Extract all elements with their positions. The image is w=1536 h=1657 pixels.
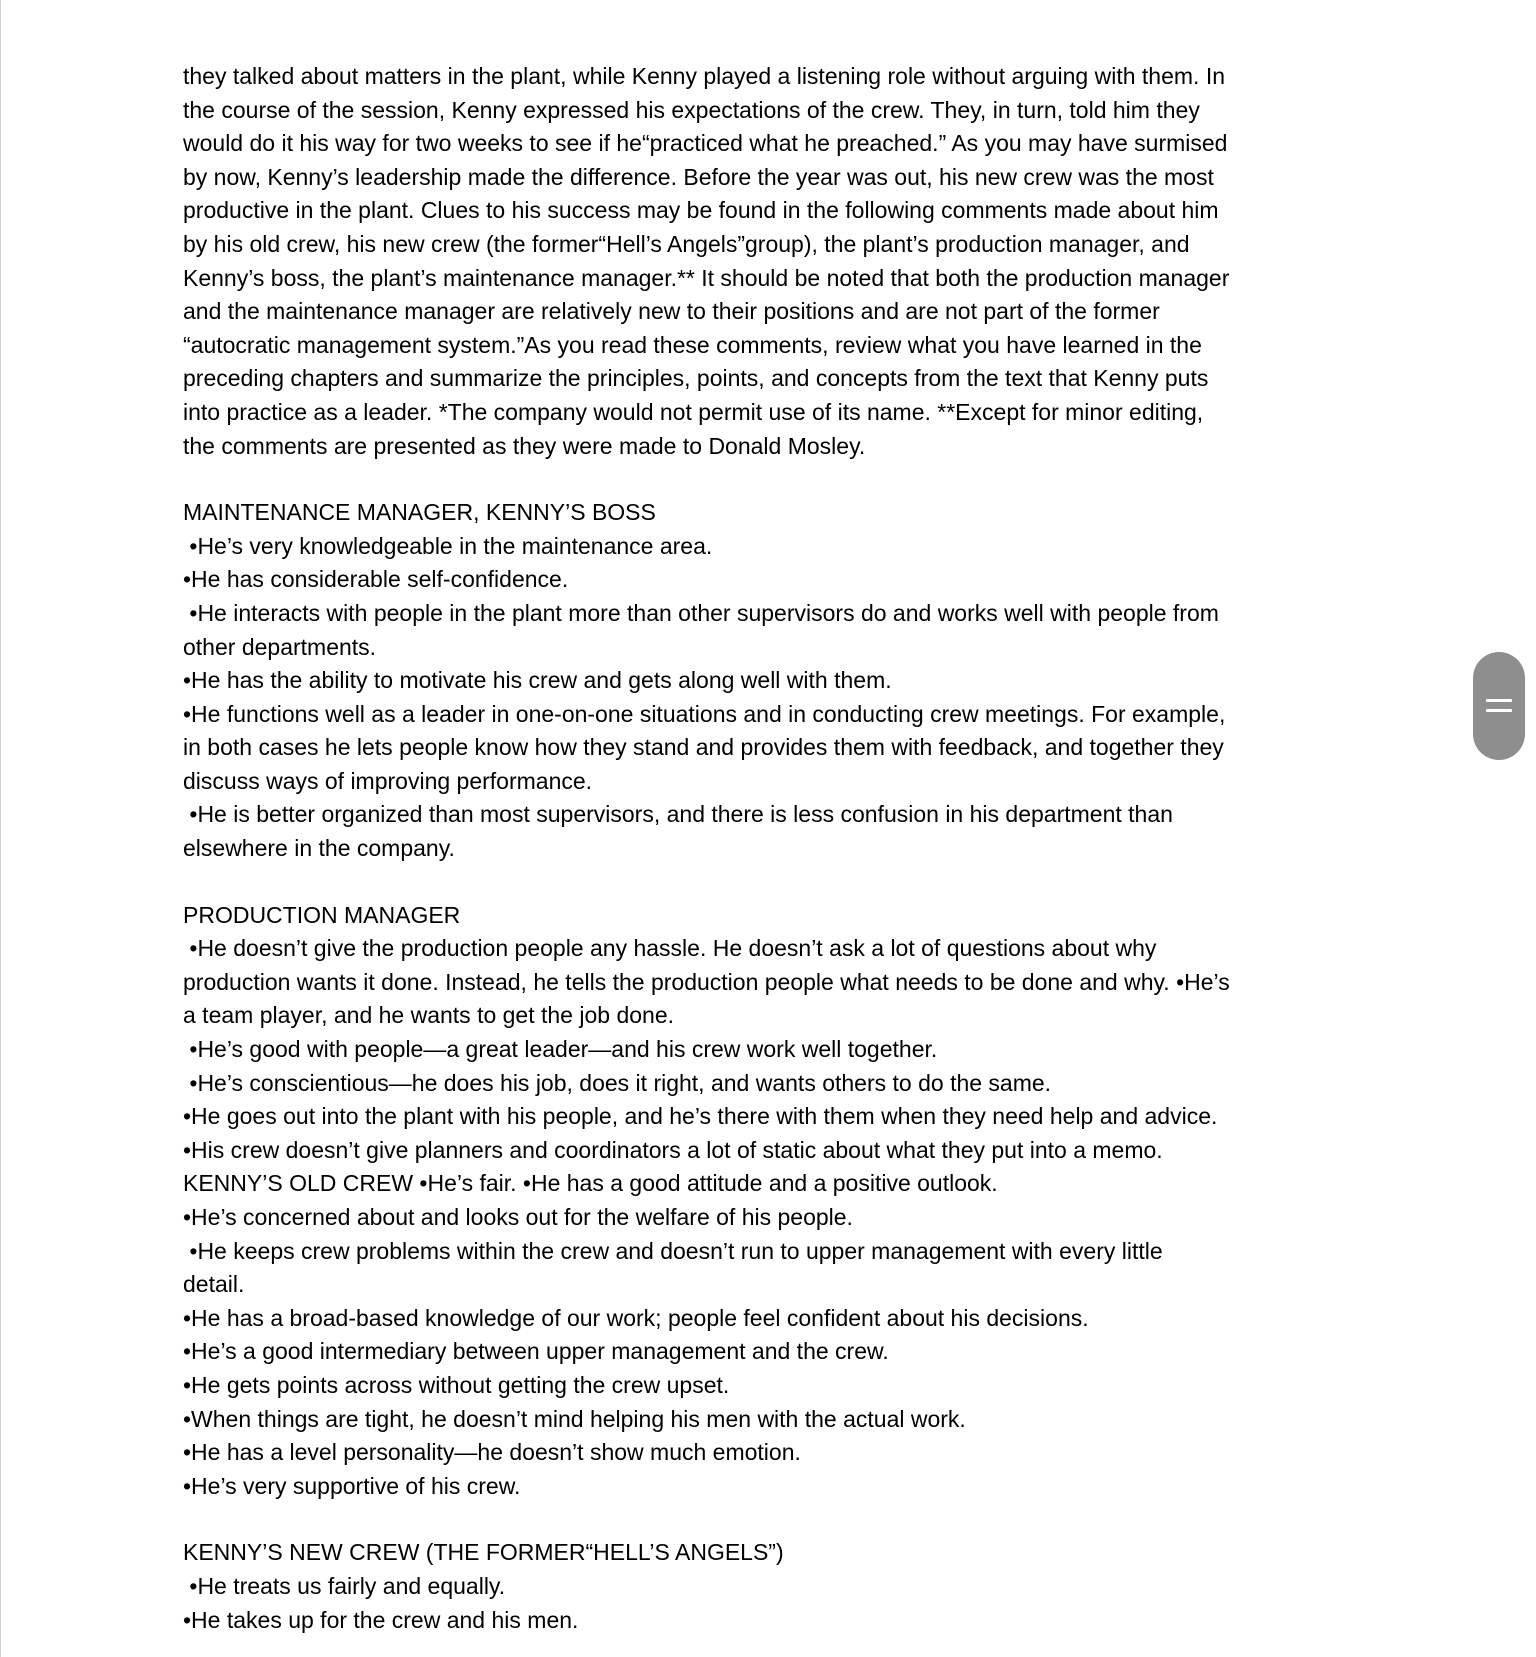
intro-line: preceding chapters and summarize the principles, points, and concepts from the text that Kenny puts bbox=[183, 365, 1209, 392]
intro-line: the comments are presented as they were made to Donald Mosley. bbox=[183, 432, 866, 459]
comment-line: discuss ways of improving performance. bbox=[183, 767, 593, 794]
grip-line-icon bbox=[1486, 709, 1512, 712]
new-crew-section bbox=[183, 1536, 1363, 1637]
comment-line: detail. bbox=[183, 1271, 245, 1298]
document-page bbox=[183, 60, 1363, 1637]
comment-line: •He takes up for the crew and his men. bbox=[183, 1606, 579, 1633]
comment-line: •He functions well as a leader in one-on-one situations and in conducting crew meetings. For example, bbox=[183, 700, 1226, 727]
intro-line: into practice as a leader. *The company would not permit use of its name. **Except for minor editing, bbox=[183, 398, 1204, 425]
comment-line: •He’s a good intermediary between upper management and the crew. bbox=[183, 1338, 889, 1365]
intro-line: productive in the plant. Clues to his success may be found in the following comments made about him bbox=[183, 197, 1219, 224]
comment-line: •He goes out into the plant with his people, and he’s there with them when they need help and advice. bbox=[183, 1103, 1218, 1130]
comment-line: •He doesn’t give the production people any hassle. He doesn’t ask a lot of questions about why bbox=[183, 935, 1157, 962]
comment-line: production wants it done. Instead, he tells the production people what needs to be done and why. •He’s bbox=[183, 968, 1230, 995]
intro-paragraph bbox=[183, 60, 1363, 463]
production-manager-section bbox=[183, 899, 1363, 1504]
intro-line: and the maintenance manager are relatively new to their positions and are not part of the former bbox=[183, 298, 1160, 325]
comment-line: •He’s conscientious—he does his job, does it right, and wants others to do the same. bbox=[183, 1069, 1052, 1096]
comment-line: •He has a broad-based knowledge of our work; people feel confident about his decisions. bbox=[183, 1304, 1089, 1331]
comment-line: •He has considerable self-confidence. bbox=[183, 566, 569, 593]
intro-line: “autocratic management system.”As you read these comments, review what you have learned in the bbox=[183, 331, 1202, 358]
comment-line: •He’s concerned about and looks out for the welfare of his people. bbox=[183, 1204, 853, 1230]
intro-line: the course of the session, Kenny expressed his expectations of the crew. They, in turn, told him they bbox=[183, 96, 1200, 123]
comment-line: •He interacts with people in the plant more than other supervisors do and works well with people from bbox=[183, 599, 1219, 626]
section-heading: KENNY’S NEW CREW (THE FORMER“HELL’S ANGELS”) bbox=[183, 1539, 784, 1566]
comment-line: •He treats us fairly and equally. bbox=[183, 1572, 506, 1599]
comment-line: in both cases he lets people know how they stand and provides them with feedback, and together they bbox=[183, 734, 1224, 761]
comment-line: KENNY’S OLD CREW •He’s fair. •He has a good attitude and a positive outlook. bbox=[183, 1170, 998, 1197]
section-heading: PRODUCTION MANAGER bbox=[183, 901, 461, 928]
comment-line: •He’s very supportive of his crew. bbox=[183, 1472, 521, 1499]
comment-line: a team player, and he wants to get the job done. bbox=[183, 1002, 675, 1029]
comment-line: •He is better organized than most supervisors, and there is less confusion in his department than bbox=[183, 801, 1173, 828]
comment-line: elsewhere in the company. bbox=[183, 835, 455, 862]
scroll-handle[interactable] bbox=[1473, 652, 1525, 760]
maintenance-manager-section bbox=[183, 496, 1363, 866]
comment-line: other departments. bbox=[183, 633, 377, 660]
comment-line: •He keeps crew problems within the crew and doesn’t run to upper management with every little bbox=[183, 1237, 1163, 1264]
grip-line-icon bbox=[1486, 699, 1512, 702]
comment-line: •He gets points across without getting the crew upset. bbox=[183, 1371, 730, 1398]
comment-line: •He’s very knowledgeable in the maintenance area. bbox=[183, 532, 713, 559]
section-heading: MAINTENANCE MANAGER, KENNY’S BOSS bbox=[183, 499, 656, 526]
comment-line: •His crew doesn’t give planners and coordinators a lot of static about what they put into a memo. bbox=[183, 1136, 1163, 1163]
intro-line: Kenny’s boss, the plant’s maintenance manager.** It should be noted that both the production manager bbox=[183, 264, 1230, 291]
page-left-border bbox=[0, 0, 1, 1657]
comment-line: •When things are tight, he doesn’t mind helping his men with the actual work. bbox=[183, 1405, 966, 1432]
intro-line: they talked about matters in the plant, while Kenny played a listening role without arguing with them. In bbox=[183, 63, 1225, 89]
intro-line: by his old crew, his new crew (the former“Hell’s Angels”group), the plant’s production manager, and bbox=[183, 230, 1190, 257]
comment-line: •He has a level personality—he doesn’t show much emotion. bbox=[183, 1439, 801, 1466]
intro-line: would do it his way for two weeks to see if he“practiced what he preached.” As you may have surmised bbox=[183, 130, 1228, 157]
comment-line: •He’s good with people—a great leader—and his crew work well together. bbox=[183, 1036, 938, 1063]
comment-line: •He has the ability to motivate his crew and gets along well with them. bbox=[183, 667, 892, 694]
intro-line: by now, Kenny’s leadership made the difference. Before the year was out, his new crew was the most bbox=[183, 163, 1214, 190]
